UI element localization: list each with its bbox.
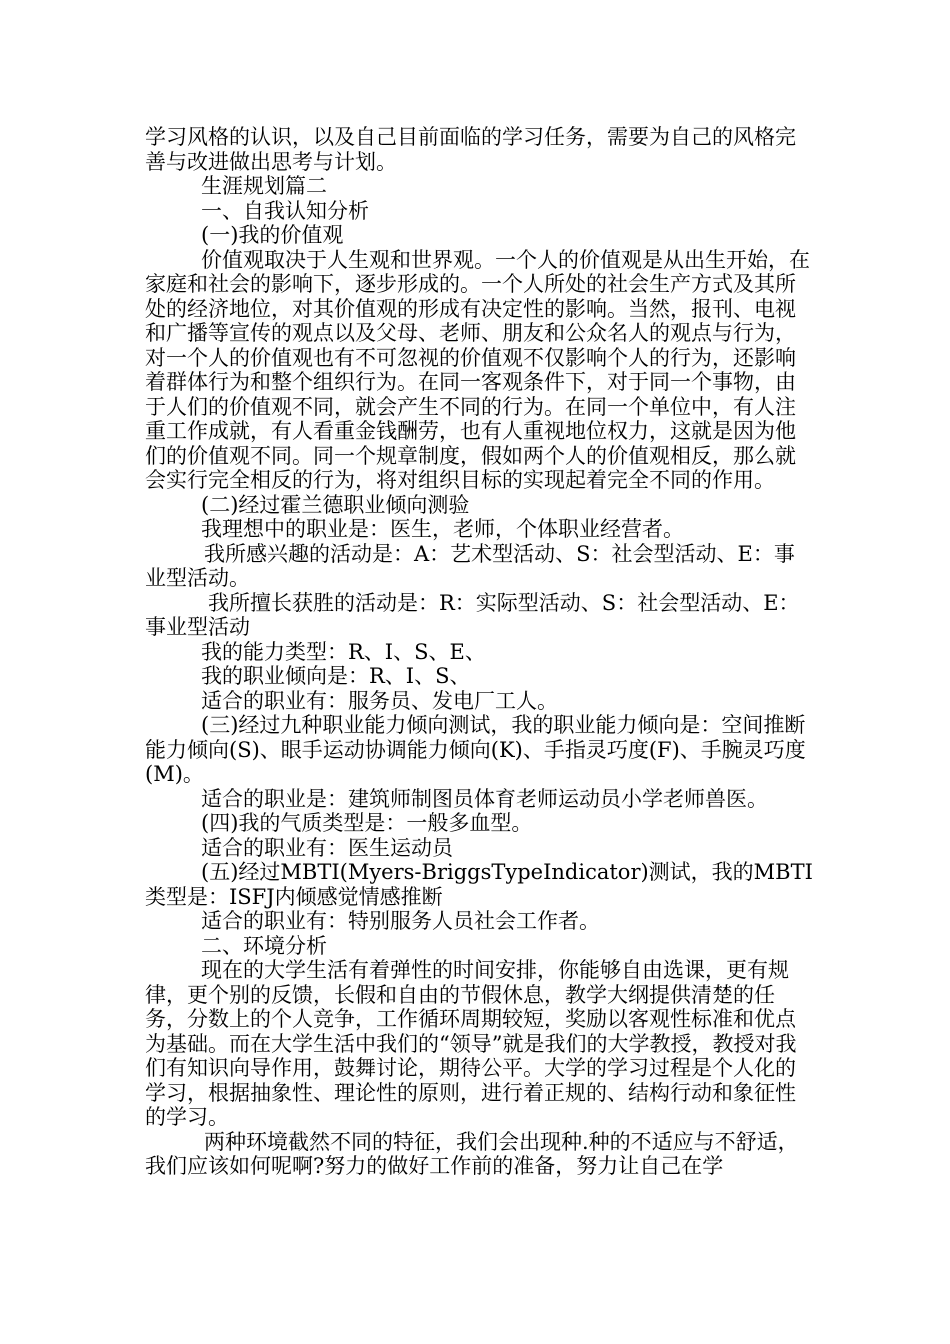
heading-self-cognition: 一、自我认知分析 [201, 198, 369, 223]
paragraph-strengths: 我所擅长获胜的活动是：R：实际型活动、S：社会型活动、E：事业型活动 [145, 590, 800, 639]
paragraph-suitable-jobs-2: 适合的职业是：建筑师制图员体育老师运动员小学老师兽医。 [201, 786, 768, 811]
paragraph-ideal-career: 我理想中的职业是：医生，老师，个体职业经营者。 [201, 517, 684, 541]
subheading-values: (一)我的价值观 [201, 223, 344, 247]
paragraph-two-environments: 两种环境截然不同的特征，我们会出现种.种的不适应与不舒适，我们应该如何呢啊?努力的做好工作前的准备，努力让自己在学 [145, 1129, 799, 1178]
paragraph-learning-style: 学习风格的认识，以及自己目前面临的学习任务，需要为自己的风格完善与改进做出思考与计划。 [145, 125, 796, 174]
paragraph-suitable-jobs-4: 适合的职业有：特别服务人员社会工作者。 [201, 909, 600, 933]
paragraph-temperament: (四)我的气质类型是：一般多血型。 [201, 811, 533, 835]
paragraph-suitable-jobs-3: 适合的职业有：医生运动员 [201, 835, 453, 860]
paragraph-career-tendency: 我的职业倾向是：R、I、S、 [201, 664, 471, 688]
subheading-holland-test: (二)经过霍兰德职业倾向测验 [201, 492, 470, 517]
paragraph-mbti: (五)经过MBTI(Myers-BriggsTypeIndicator)测试，我的MBTI类型是：ISFJ内倾感觉情感推断 [145, 860, 813, 909]
paragraph-university-life: 现在的大学生活有着弹性的时间安排，你能够自由选课，更有规律，更个别的反馈，长假和自由的节假休息，教学大纲提供清楚的任务，分数上的个人竞争，工作循环周期较短，奖励以客观性标准和优点为基础。而在大学生活中我们的“领导”就是我们的大学教授，教授对我们有知识向导作用，鼓舞讨论，期待公平。大学的学习过程是个人化的学习，根据抽象性、理论性的原则，进行着正规的、结构行动和象征性的学习。 [145, 958, 797, 1129]
heading-environment-analysis: 二、环境分析 [201, 933, 327, 958]
document-body [145, 125, 815, 1179]
paragraph-nine-abilities: (三)经过九种职业能力倾向测试，我的职业能力倾向是：空间推断能力倾向(S)、眼手运动协调能力倾向(K)、手指灵巧度(F)、手腕灵巧度(M)。 [145, 713, 806, 786]
paragraph-interests: 我所感兴趣的活动是：A：艺术型活动、S：社会型活动、E：事业型活动。 [145, 541, 795, 590]
paragraph-values: 价值观取决于人生观和世界观。一个人的价值观是从出生开始，在家庭和社会的影响下，逐步形成的。一个人所处的社会生产方式及其所处的经济地位，对其价值观的形成有决定性的影响。当然，报刊、电视和广播等宣传的观点以及父母、老师、朋友和公众名人的观点与行为，对一个人的价值观也有不可忽视的价值观不仅影响个人的行为，还影响着群体行为和整个组织行为。在同一客观条件下，对于同一个事物，由于人们的价值观不同，就会产生不同的行为。在同一个单位中，有人注重工作成就，有人看重金钱酬劳，也有人重视地位权力，这就是因为他们的价值观不同。同一个规章制度，假如两个人的价值观相反，那么就会实行完全相反的行为，将对组织目标的实现起着完全不同的作用。 [145, 247, 810, 492]
paragraph-suitable-jobs-1: 适合的职业有：服务员、发电厂工人。 [201, 688, 558, 713]
section-heading-career-plan-2: 生涯规划篇二 [201, 174, 327, 198]
paragraph-ability-type: 我的能力类型：R、I、S、E、 [201, 639, 486, 664]
